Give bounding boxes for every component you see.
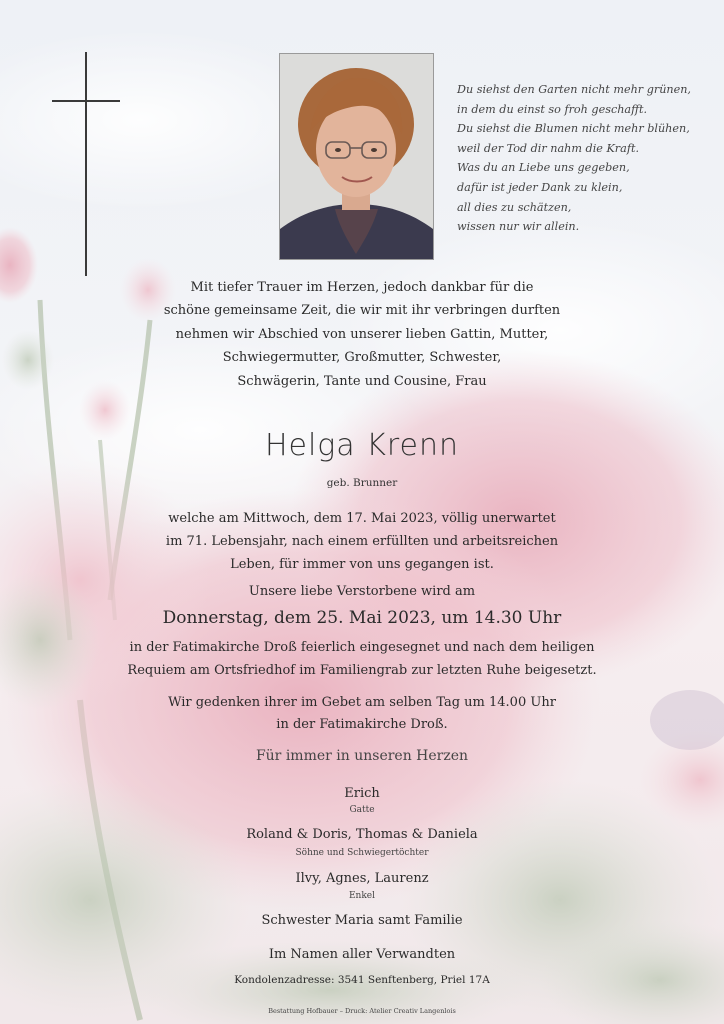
poem-line: Du siehst die Blumen nicht mehr blühen, xyxy=(457,122,690,136)
cross-symbol-vertical xyxy=(85,52,87,276)
death-line: Leben, für immer von uns gegangen ist. xyxy=(230,557,494,572)
mourner-role: Enkel xyxy=(348,891,376,901)
poem-line: Du siehst den Garten nicht mehr grünen, xyxy=(457,83,691,96)
poem-line: Was du an Liebe uns gegeben, xyxy=(457,161,630,175)
portrait-photo xyxy=(279,53,434,260)
mourner-names: Schwester Maria samt Familie xyxy=(261,913,463,928)
death-line: im 71. Lebensjahr, nach einem erfüllten und arbeitsreichen xyxy=(165,534,559,549)
poem-line: wissen nur wir allein. xyxy=(457,220,580,234)
mourner-role: Söhne und Schwiegertöchter xyxy=(295,848,429,858)
poem-line: all dies zu schätzen, xyxy=(457,200,572,214)
funeral-date: Donnerstag, dem 25. Mai 2023, um 14.30 Uhr xyxy=(162,608,562,628)
closing-line: Im Namen aller Verwandten xyxy=(268,947,456,962)
poem-line: in dem du einst so froh geschafft. xyxy=(457,102,648,116)
condolence-address: Kondolenzadresse: 3541 Senftenberg, Priel 17A xyxy=(234,974,490,986)
intro-line: Schwiegermutter, Großmutter, Schwester, xyxy=(222,350,502,366)
prayer-notice xyxy=(0,692,724,736)
funeral-line: in der Fatimakirche Droß feierlich eingesegnet und nach dem heiligen xyxy=(129,640,595,655)
prayer-line: in der Fatimakirche Droß. xyxy=(276,717,448,732)
deceased-name: Helga Krenn xyxy=(264,428,460,463)
intro-line: schöne gemeinsame Zeit, die wir mit ihr verbringen durften xyxy=(163,303,561,319)
funeral-line: Requiem am Ortsfriedhof im Familiengrab zur letzten Ruhe beigesetzt. xyxy=(127,663,597,678)
mourner-names: Roland & Doris, Thomas & Daniela xyxy=(246,827,478,842)
cross-symbol-horizontal xyxy=(52,100,120,102)
funeral-details xyxy=(0,636,724,682)
birth-name: geb. Brunner xyxy=(326,477,398,489)
intro-line: nehmen wir Abschied von unserer lieben Gattin, Mutter, xyxy=(175,326,549,342)
motto: Für immer in unseren Herzen xyxy=(255,748,469,764)
death-notice xyxy=(0,507,724,576)
poem-line: weil der Tod dir nahm die Kraft. xyxy=(457,141,640,155)
death-line: welche am Mittwoch, dem 17. Mai 2023, völlig unerwartet xyxy=(168,511,556,526)
mourner-role: Gatte xyxy=(349,805,375,815)
poem-line: dafür ist jeder Dank zu klein, xyxy=(457,180,623,194)
mourner-names: Erich xyxy=(344,786,380,801)
poem xyxy=(457,80,707,237)
portrait-illustration xyxy=(280,54,433,259)
funeral-intro: Unsere liebe Verstorbene wird am xyxy=(248,584,476,599)
intro-text xyxy=(0,276,724,393)
intro-line: Schwägerin, Tante und Cousine, Frau xyxy=(237,373,487,389)
mourner-names: Ilvy, Agnes, Laurenz xyxy=(295,871,429,886)
prayer-line: Wir gedenken ihrer im Gebet am selben Tag um 14.00 Uhr xyxy=(168,695,556,710)
footer-credits: Bestattung Hofbauer – Druck: Atelier Creativ Langenlois xyxy=(268,1007,456,1015)
intro-line: Mit tiefer Trauer im Herzen, jedoch dankbar für die xyxy=(190,280,534,295)
